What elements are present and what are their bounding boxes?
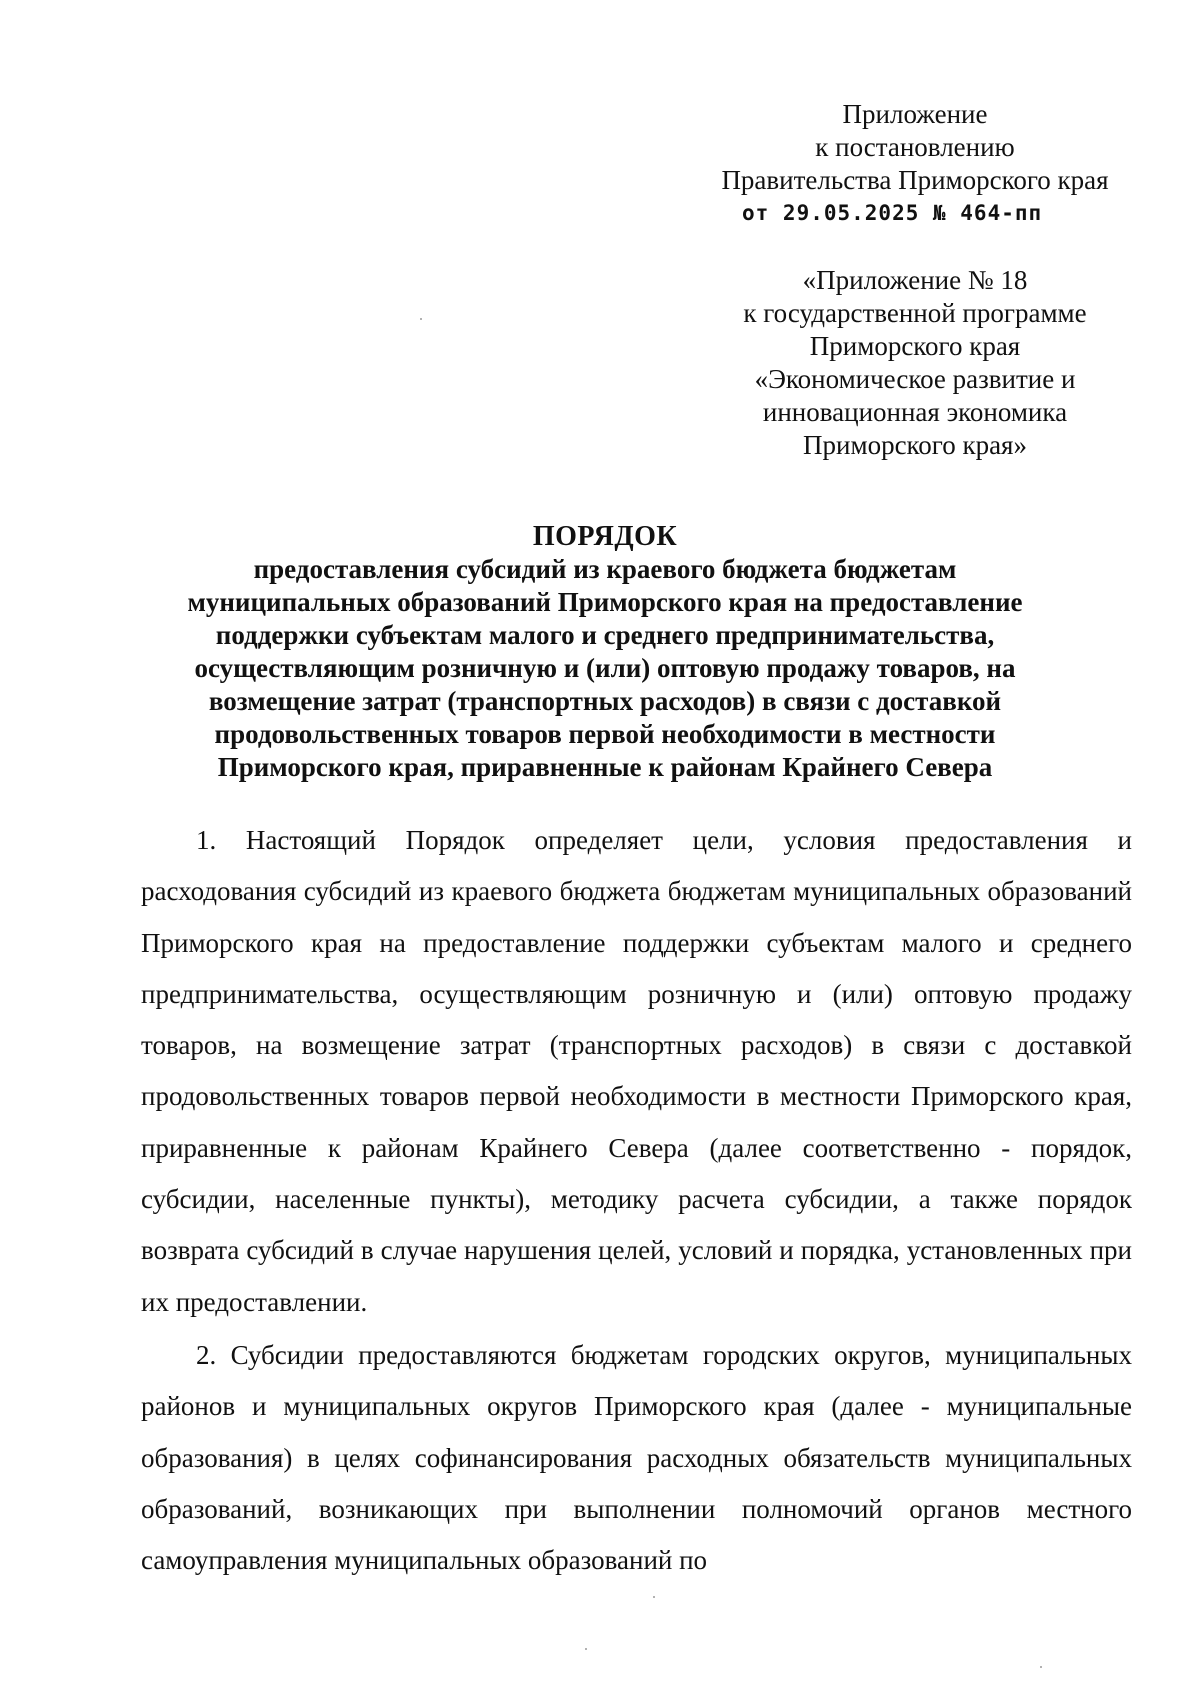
scan-speck	[420, 318, 422, 320]
scan-speck	[585, 1648, 587, 1650]
paragraph-2: 2. Субсидии предоставляются бюджетам городских округов, муниципальных районов и муниципальных округов Приморского края (далее - муниципальные образования) в целях софинансирования расходных обязательств муниципальных образований, возникающих при выполнении полномочий органов местного самоуправления муниципальных образований по	[141, 1339, 1132, 1576]
appendix-header	[700, 98, 1130, 230]
title-subtitle-line: возмещение затрат (транспортных расходов) в связи с доставкой	[208, 686, 1002, 716]
title-subtitle-line: Приморского края, приравненные к районам Крайнего Севера	[217, 752, 993, 782]
paragraph-1: 1. Настоящий Порядок определяет цели, условия предоставления и расходования субсидий из краевого бюджета бюджетам муниципальных образований Приморского края на предоставление поддержки субъектам малого и среднего предпринимательства, осуществляющим розничную и (или) оптовую продажу товаров, на возмещение затрат (транспортных расходов) в связи с доставкой продовольственных товаров первой необходимости в местности Приморского края, приравненные к районам Крайнего Севера (далее соответственно - порядок, субсидии, населенные пункты), методику расчета субсидии, а также порядок возврата субсидий в случае нарушения целей, условий и порядка, установленных при их предоставлении.	[141, 825, 1132, 1317]
title-subtitle-line: осуществляющим розничную и (или) оптовую продажу товаров, на	[194, 653, 1016, 683]
program-reference	[705, 264, 1125, 462]
title-subtitle-line: муниципальных образований Приморского края на предоставление	[187, 587, 1023, 617]
title-subtitle-line: продовольственных товаров первой необходимости в местности	[214, 719, 996, 749]
document-title	[130, 520, 1080, 784]
title-subtitle-line: предоставления субсидий из краевого бюджета бюджетам	[253, 554, 957, 584]
appendix-line: Правительства Приморского края	[721, 165, 1109, 195]
title-subtitle-line: поддержки субъектам малого и среднего предпринимательства,	[215, 620, 995, 650]
program-reference-line: «Приложение № 18	[802, 265, 1028, 295]
program-reference-line: к государственной программе	[743, 298, 1087, 328]
program-reference-line: «Экономическое развитие и	[754, 364, 1076, 394]
title-heading: ПОРЯДОК	[532, 521, 678, 552]
decree-date-number-stamp: от 29.05.2025 № 464-пп	[742, 201, 1043, 225]
program-reference-line: инновационная экономика	[762, 397, 1068, 427]
appendix-line: к постановлению	[815, 132, 1015, 162]
document-body	[141, 815, 1132, 1586]
appendix-line: Приложение	[842, 99, 988, 129]
scan-speck	[1040, 1666, 1042, 1668]
scan-speck	[653, 1596, 655, 1598]
program-reference-line: Приморского края	[809, 331, 1021, 361]
program-reference-line: Приморского края»	[803, 430, 1027, 460]
